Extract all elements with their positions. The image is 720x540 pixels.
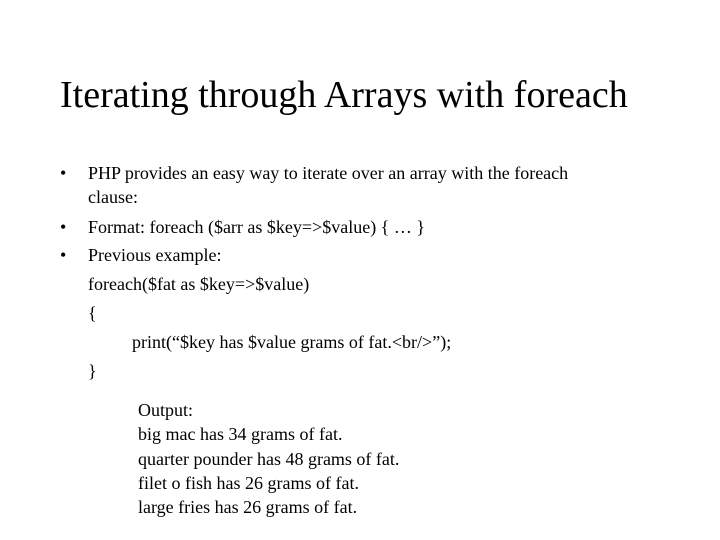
code-open-brace: {: [88, 303, 97, 323]
code-foreach-line: foreach($fat as $key=>$value): [88, 274, 310, 294]
bullet-marker: •: [60, 217, 67, 237]
output-heading: Output:: [138, 400, 194, 420]
bullet-1-line-1: PHP provides an easy way to iterate over an array with the foreach: [88, 163, 569, 183]
bullet-marker: •: [60, 163, 67, 183]
output-line: big mac has 34 grams of fat.: [138, 424, 343, 444]
slide-title: Iterating through Arrays with foreach: [60, 74, 628, 116]
bullet-marker: •: [60, 245, 67, 265]
code-close-brace: }: [88, 361, 97, 381]
bullet-1-line-2: clause:: [88, 187, 138, 207]
bullet-2-line-1: Format: foreach ($arr as $key=>$value) { … }: [88, 217, 425, 237]
output-line: large fries has 26 grams of fat.: [138, 497, 358, 517]
bullet-3-line-1: Previous example:: [88, 245, 222, 265]
code-body-line: print(“$key has $value grams of fat.<br/>”);: [132, 332, 452, 352]
output-line: filet o fish has 26 grams of fat.: [138, 473, 359, 493]
output-line: quarter pounder has 48 grams of fat.: [138, 449, 400, 469]
